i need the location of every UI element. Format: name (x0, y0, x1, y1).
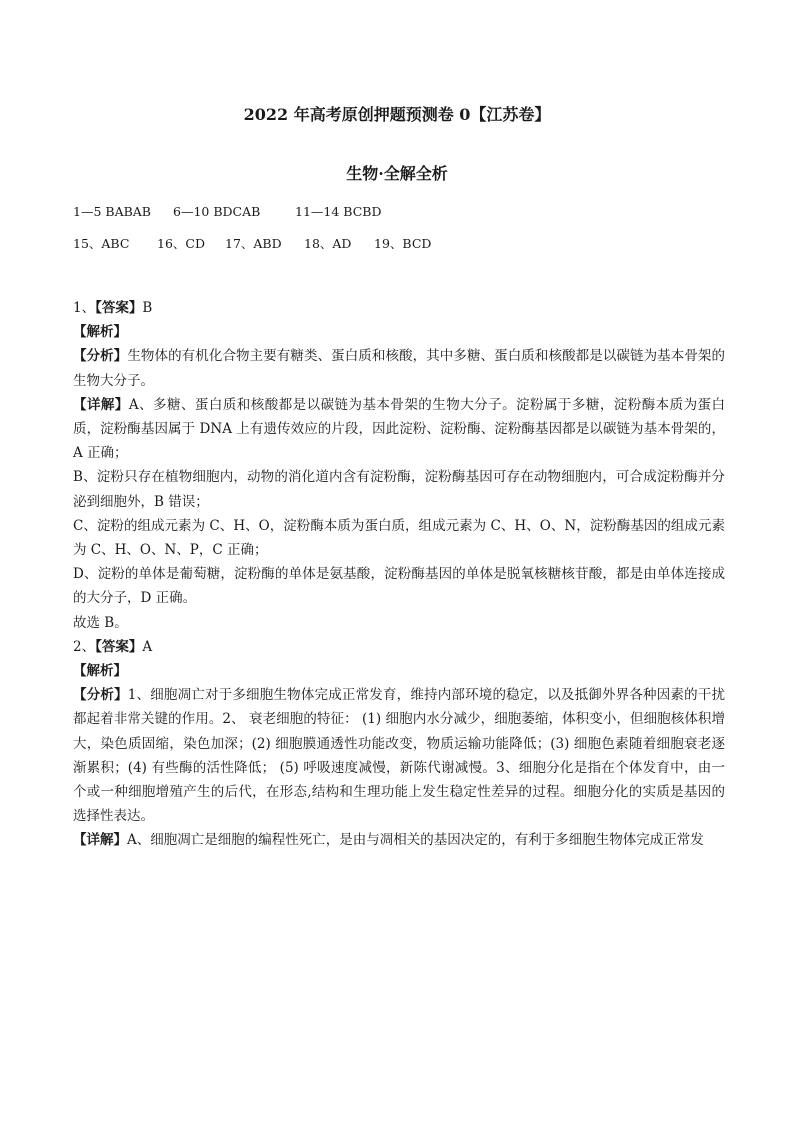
answer-key-row-2 (73, 235, 431, 253)
question-number: 2、 (73, 638, 96, 655)
q1-xiangjie: 【详解】A、多糖、蛋白质和核酸都是以碳链为基本骨架的生物大分子。淀粉属于多糖，淀粉酶本质为蛋白质，淀粉酶基因属于 DNA 上有遗传效应的片段，因此淀粉、淀粉酶、淀粉酶基因都是以碳链为基本骨架的，A 正确； (73, 396, 726, 462)
page-subtitle: 生物·全解全析 (346, 164, 448, 183)
answer-tag: 【答案】 (95, 300, 143, 316)
question-number: 1、 (73, 300, 96, 316)
answer-key-item: 16、CD (157, 236, 205, 251)
q2-fenxi: 【分析】1、细胞凋亡对于多细胞生物体完成正常发育，维持内部环境的稳定，以及抵御外界各种因素的干扰都起着非常关键的作用。2、 衰老细胞的特征： (1) 细胞内水分减少，细胞萎缩，体积变小，但细胞核体积增大，染色质固缩，染色加深；(2) 细胞膜通透性功能改变，物质运输功能降低；(3) 细胞色素随着细胞衰老逐渐累积；(4) 有些酶的活性降低； (5) 呼吸速度减慢，新陈代谢减慢。3、细胞分化是指在个体发育中，由一个或一种细胞增殖产生的后代，在形态,结构和生理功能上发生稳定性差异的过程。细胞分化的实质是基因的选择性表达。 (73, 687, 726, 825)
page-title: 2022 年高考原创押题预测卷 0【江苏卷】 (243, 105, 551, 124)
q1-option-d: D、淀粉的单体是葡萄糖，淀粉酶的单体是氨基酸，淀粉酶基因的单体是脱氧核糖核苷酸，都是由单体连接成的大分子，D 正确。 (73, 566, 725, 607)
q1-answer-line (73, 296, 725, 320)
q1-conclusion: 故选 B。 (73, 614, 128, 631)
q2-analysis-heading: 【解析】 (73, 663, 127, 680)
q2-answer-line (73, 635, 725, 659)
answer-value: A (142, 638, 153, 655)
solution-body (73, 296, 725, 853)
q1-fenxi: 【分析】生物体的有机化合物主要有糖类、蛋白质和核酸，其中多糖、蛋白质和核酸都是以碳链为基本骨架的生物大分子。 (73, 348, 726, 389)
q1-option-c: C、淀粉的组成元素为 C、H、O，淀粉酶本质为蛋白质，组成元素为 C、H、O、N，淀粉酶基因的组成元素为 C、H、O、N、P，C 正确； (73, 517, 725, 559)
answer-key-item: 17、ABD (225, 236, 282, 251)
answer-key-item: 15、ABC (73, 236, 130, 251)
answer-key-item: 6—10 BDCAB (173, 204, 261, 219)
answer-key-item: 19、BCD (374, 236, 432, 251)
answer-key-row-1 (73, 203, 381, 221)
answer-key-item: 1—5 BABAB (73, 204, 151, 219)
answer-value: B (142, 300, 153, 316)
q1-option-b: B、淀粉只存在植物细胞内，动物的消化道内含有淀粉酶，淀粉酶基因可存在动物细胞内，可合成淀粉酶并分泌到细胞外，B 错误； (73, 469, 725, 510)
answer-key-item: 18、AD (304, 236, 352, 251)
q2-xiangjie: 【详解】A、细胞凋亡是细胞的编程性死亡，是由与凋相关的基因决定的，有利于多细胞生物体完成正常发 (73, 832, 704, 849)
q1-analysis-heading: 【解析】 (73, 324, 127, 341)
answer-key-item: 11—14 BCBD (295, 204, 382, 219)
answer-tag: 【答案】 (95, 638, 143, 655)
